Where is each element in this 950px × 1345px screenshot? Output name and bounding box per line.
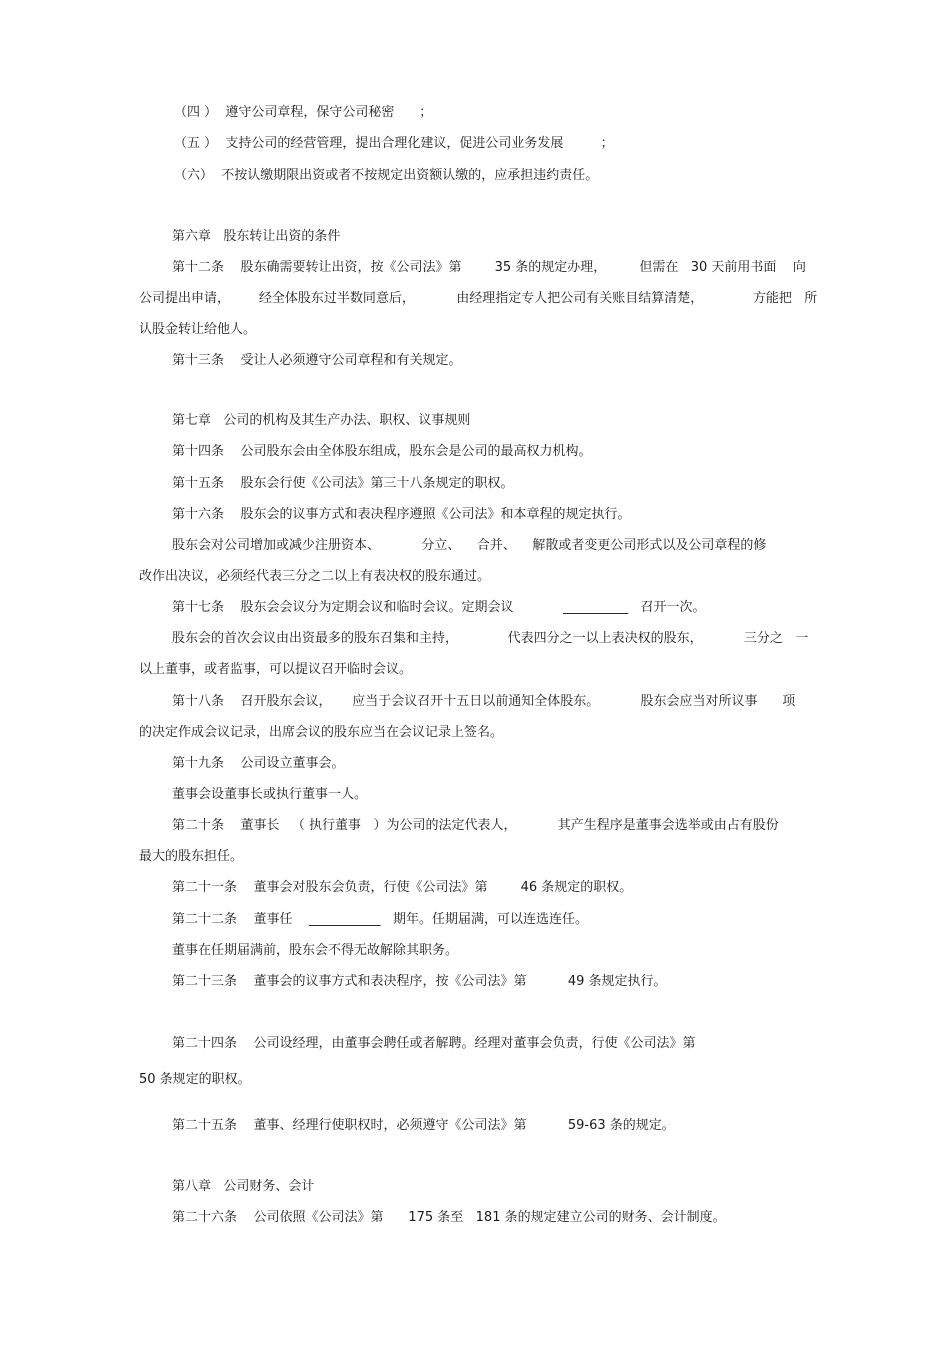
article-17: 第十七条 股东会会议分为定期会议和临时会议。定期会议 __________ 召开一次。: [172, 600, 706, 615]
article-12-line-2: 公司提出申请， 经全体股东过半数同意后， 由经理指定专人把公司有关账目结算清楚， 方能把 所: [139, 291, 818, 306]
chapter-six-heading: 第六章 股东转让出资的条件: [172, 229, 341, 244]
chapter-eight-heading: 第八章 公司财务、会计: [172, 1179, 315, 1194]
article-13: 第十三条 受让人必须遵守公司章程和有关规定。: [172, 353, 462, 368]
article-21: 第二十一条 董事会对股东会负责，行使《公司法》第 46 条规定的职权。: [172, 880, 633, 895]
article-14: 第十四条 公司股东会由全体股东组成，股东会是公司的最高权力机构。: [172, 444, 592, 459]
article-22: 第二十二条 董事任 ___________ 期年。任期届满，可以连选连任。: [172, 912, 588, 927]
article-16-para-line-1: 股东会对公司增加或减少注册资本、 分立、 合并、 解散或者变更公司形式以及公司章程的修: [172, 538, 767, 553]
article-15: 第十五条 股东会行使《公司法》第三十八条规定的职权。: [172, 476, 514, 491]
clause-four: （四 ） 遵守公司章程，保守公司秘密 ；: [174, 105, 433, 120]
article-22-para: 董事在任期届满前，股东会不得无故解除其职务。: [172, 943, 459, 958]
article-16-para-line-2: 改作出决议，必须经代表三分之二以上有表决权的股东通过。: [139, 569, 491, 584]
article-25: 第二十五条 董事、经理行使职权时，必须遵守《公司法》第 59-63 条的规定。: [172, 1118, 675, 1133]
article-19: 第十九条 公司设立董事会。: [172, 756, 345, 771]
article-19-para: 董事会设董事长或执行董事一人。: [172, 787, 368, 802]
article-24-line-2: 50 条规定的职权。: [139, 1072, 251, 1087]
clause-six: （六） 不按认缴期限出资或者不按规定出资额认缴的，应承担违约责任。: [174, 168, 599, 183]
article-16: 第十六条 股东会的议事方式和表决程序遵照《公司法》和本章程的规定执行。: [172, 507, 631, 522]
article-20-line-2: 最大的股东担任。: [139, 849, 244, 864]
article-12-line-3: 认股金转让给他人。: [139, 322, 257, 337]
article-20-line-1: 第二十条 董事长 （ 执行董事 ）为公司的法定代表人， 其产生程序是董事会选举或由占有股份: [172, 818, 779, 833]
article-12-line-1: 第十二条 股东确需要转让出资，按《公司法》第 35 条的规定办理， 但需在 30 天前用书面 向: [172, 260, 806, 275]
article-23: 第二十三条 董事会的议事方式和表决程序，按《公司法》第 49 条规定执行。: [172, 974, 667, 989]
article-17-para-line-1: 股东会的首次会议由出资最多的股东召集和主持， 代表四分之一以上表决权的股东， 三分之 一: [172, 631, 809, 646]
chapter-seven-heading: 第七章 公司的机构及其生产办法、职权、议事规则: [172, 413, 471, 428]
article-26: 第二十六条 公司依照《公司法》第 175 条至 181 条的规定建立公司的财务、会计制度。: [172, 1210, 726, 1225]
article-18-line-2: 的决定作成会议记录，出席会议的股东应当在会议记录上签名。: [139, 725, 504, 740]
article-17-para-line-2: 以上董事，或者监事，可以提议召开临时会议。: [139, 662, 413, 677]
article-24-line-1: 第二十四条 公司设经理，由董事会聘任或者解聘。经理对董事会负责，行使《公司法》第: [172, 1036, 696, 1051]
article-18-line-1: 第十八条 召开股东会议， 应当于会议召开十五日以前通知全体股东。 股东会应当对所议事 项: [172, 694, 796, 709]
clause-five: （五 ） 支持公司的经营管理，提出合理化建议，促进公司业务发展 ；: [174, 136, 614, 151]
